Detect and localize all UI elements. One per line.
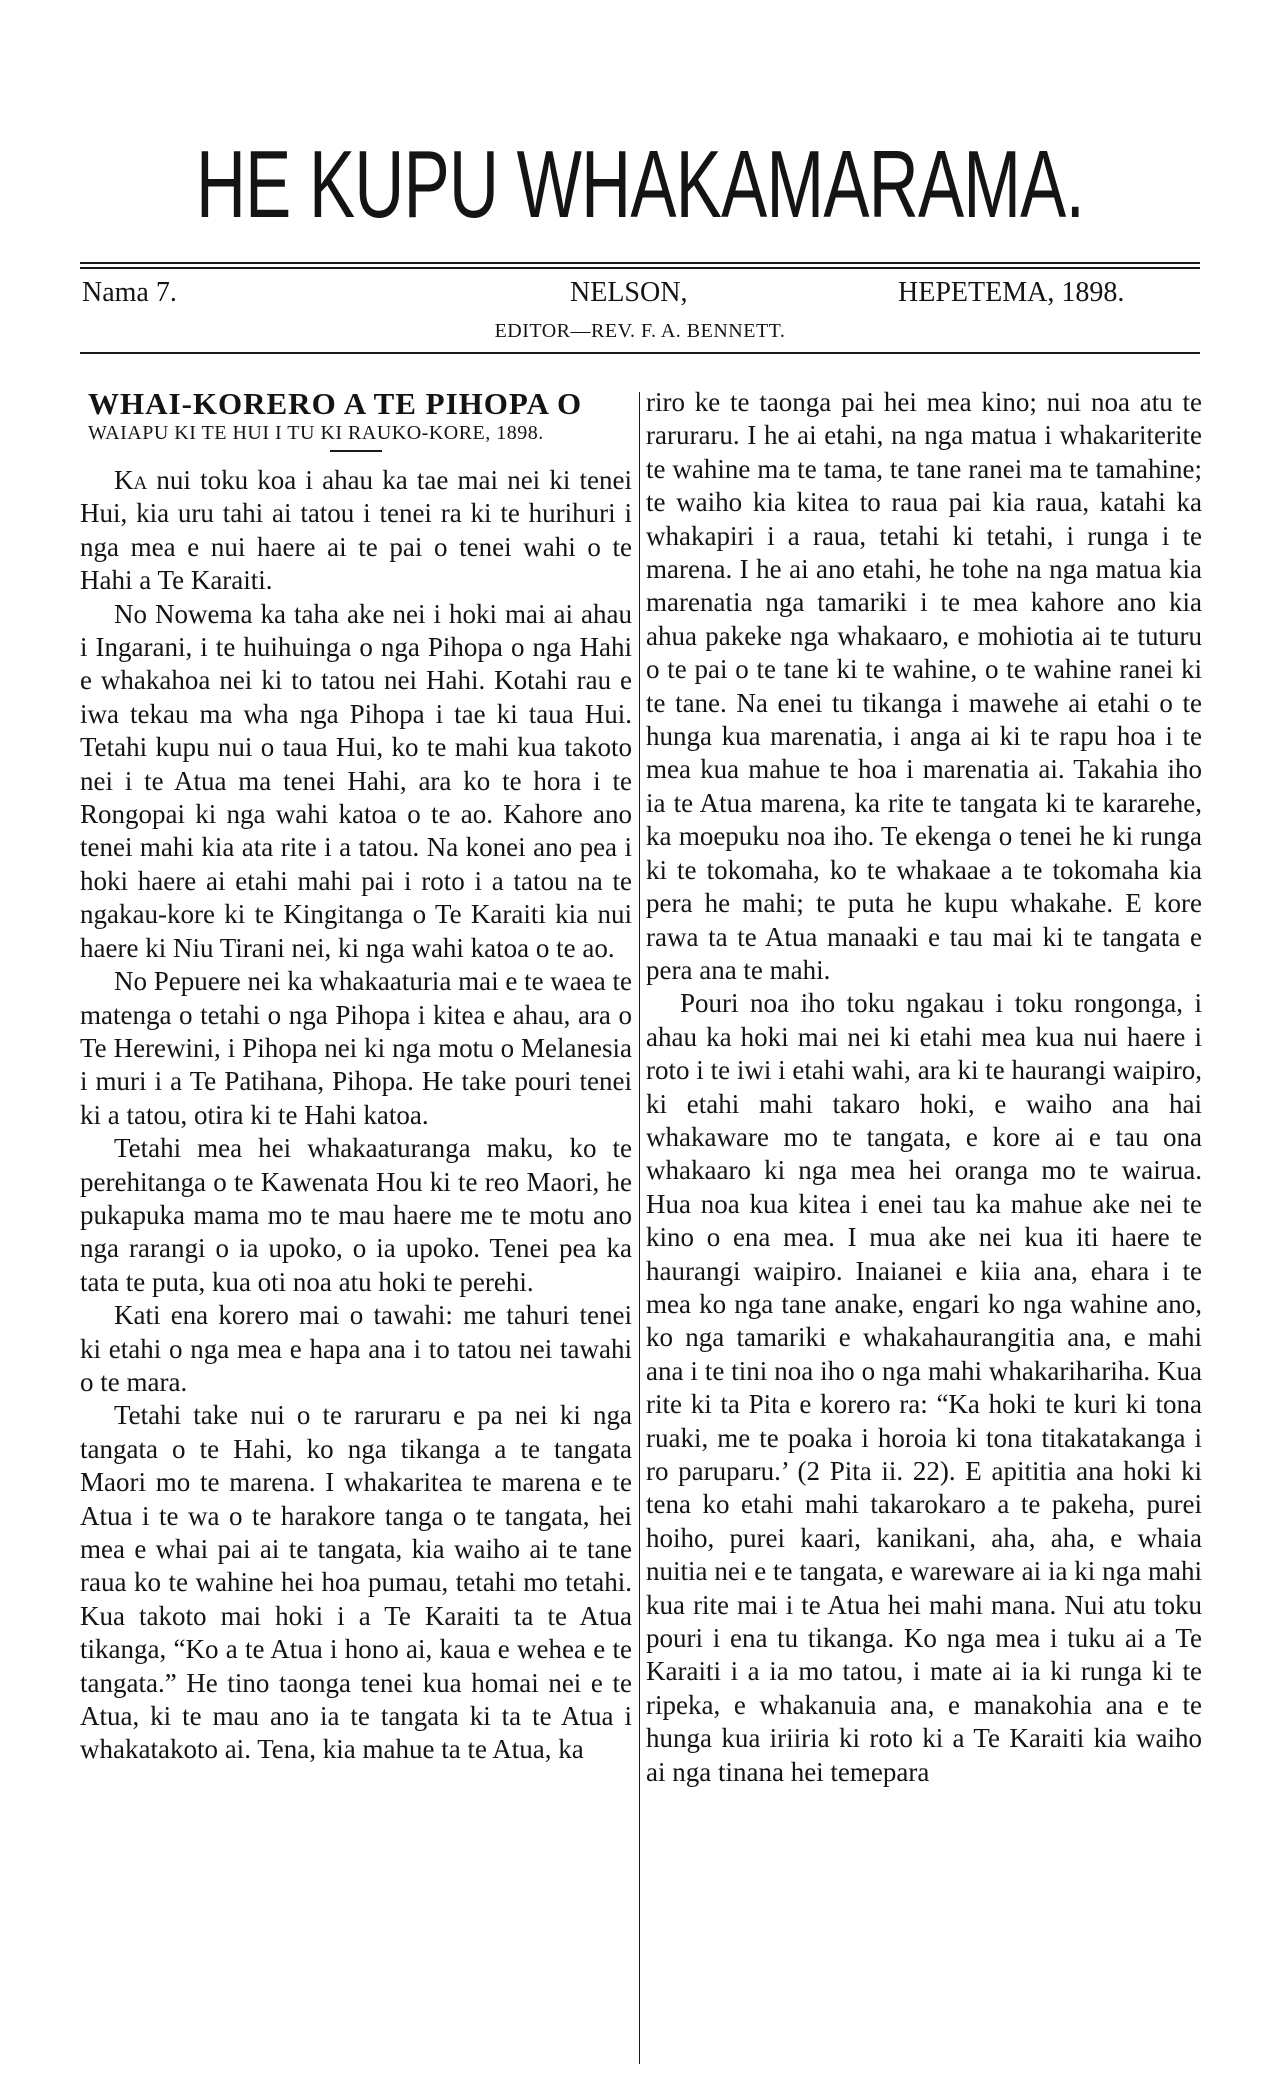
issue-place: NELSON,: [570, 277, 688, 308]
masthead-rule-top: [80, 262, 1200, 264]
paragraph: Tetahi take nui o te raruraru e pa nei ki nga tangata o te Hahi, ko nga tikanga a te tangata Maori mo te marena. I whakaritea te marena e te Atua i te wa o te harakore tanga o te tangata, hei mea e whai pai ai te tangata, kia waiho ai te tane raua ko te wahine hei hoa pumau, tetahi mo tetahi. Kua takoto mai hoki i a Te Karaiti ta te Atua tikanga, “Ko a te Atua i hono ai, kaua e wehea e te tangata.” He tino taonga tenei kua homai nei e te Atua, ki te mau ano ia te tangata ki ta te Atua i whakatakoto ai. Tena, kia mahue ta te Atua, ka: [80, 1400, 632, 1765]
paragraph: No Nowema ka taha ake nei i hoki mai ai ahau i Ingarani, i te huihuinga o nga Pihopa o nga Hahi e whakahoa nei ki to tatou nei Hahi. Kotahi rau e iwa tekau ma wha nga Pihopa i tae ki taua Hui. Tetahi kupu nui o taua Hui, ko te mahi kua takoto nei i te Atua ma tenei Hahi, ara ko te hora i te Rongopai ki nga wahi katoa o te ao. Kahore ano tenei mahi kia ata rite i a tatou. Na konei ano pea i hoki haere ai etahi mahi pai i roto i a tatou na te ngakau-kore ki te Kingitanga o Te Karaiti kia nui haere ki Niu Tirani nei, ki nga wahi katoa o te ao.: [80, 598, 632, 963]
column-divider: [639, 392, 640, 2064]
dropcap: Ka: [114, 465, 148, 495]
masthead-rule-bottom: [80, 267, 1200, 269]
article-subhead: WAIAPU KI TE HUI I TU KI RAUKO-KORE, 1898.: [88, 422, 544, 444]
paragraph: Pouri noa iho toku ngakau i toku rongonga, i ahau ka hoki mai nei ki etahi mea kua nui haere i roto i te iwi i etahi wahi, ara ki te haurangi waipiro, ki etahi mahi takaro hoki, e waiho ana hai whakaware mo te tangata, e kore ai e tau ona whakaaro ki nga mea hei oranga mo te wairua. Hua noa kua kitea i enei tau ka mahue ake nei te kino o ena mea. I mua ake nei kua iti haere te haurangi waipiro. Inaianei e kiia ana, ehara i te mea ko nga tane anake, engari ko nga wahine ano, ko nga tamariki e whakahaurangitia ana, e mahi ana i te tini noa iho o nga mahi whakarihariha. Kua rite ki ta Pita e korero ra: “Ka hoki te kuri ki tona ruaki, me te poaka i horoia ki tona titakatakanga i ro paruparu.’ (2 Pita ii. 22). E apititia ana hoki ki tena ko etahi mahi takarokaro a te pakeha, purei hoiho, purei kaari, kanikani, aha, aha, e whaia nuitia nei e te tangata, e wareware ai ia ki nga mahi kua rite mai i te Atua hei mahi mana. Nui atu toku pouri i ena tu tikanga. Ko nga mea i tuku ai a Te Karaiti i a ia mo tatou, i mate ai ia ki runga ki te ripeka, e whakanuia ana, e manakohia ana e te hunga kua iriiria ki roto ki a Te Karaiti kia waiho ai nga tinana hei temepara: [646, 988, 1202, 1787]
article-column-left: [80, 386, 632, 2066]
paragraph: No Pepuere nei ka whakaaturia mai e te waea te matenga o tetahi o nga Pihopa i kitea e ahau, ara o Te Herewini, i Pihopa nei ki nga motu o Melanesia i muri i a Te Patihana, Pihopa. He take pouri tenei ki a tatou, otira ki te Hahi katoa.: [80, 966, 632, 1130]
editor-line: EDITOR—REV. F. A. BENNETT.: [494, 320, 786, 342]
masthead-title: HE KUPU WHAKAMARAMA.: [195, 131, 1085, 238]
header-rule: [80, 352, 1200, 354]
paragraph: Kati ena korero mai o tawahi: me tahuri tenei ki etahi o nga mea e hapa ana i to tatou nei tawahi o te mara.: [80, 1300, 632, 1397]
article-column-right: [646, 386, 1202, 2066]
paragraph: Tetahi mea hei whakaaturanga maku, ko te perehitanga o te Kawenata Hou ki te reo Maori, he pukapuka mama mo te mau haere me te motu ano nga rarangi o ia upoko, o ia upoko. Tenei pea ka tata te puta, kua oti noa atu hoki te perehi.: [80, 1133, 632, 1297]
issue-date: HEPETEMA, 1898.: [898, 277, 1125, 308]
headline-divider: [330, 450, 382, 452]
issue-number: Nama 7.: [82, 277, 177, 308]
paragraph: riro ke te taonga pai hei mea kino; nui noa atu te raruraru. I he ai etahi, na nga matua i whakariterite te wahine ma te tama, te tane ranei ma te tamahine; te waiho kia kitea to raua pai kia raua, katahi ka whakapiri i a raua, tetahi ki tetahi, i runga i te marena. I he ai ano etahi, he tohe na nga matua kia marenatia nga tamariki i te mea kahore ano kia ahua pakeke nga whakaaro, e mohiotia ai te tuturu o te pai o te tane ki te wahine, o te wahine ranei ki te tane. Na enei tu tikanga i mawehe ai etahi o te hunga kua marenatia, i anga ai ki te rapu hoa i te mea kua mahue te hoa i marenatia ai. Takahia iho ia te Atua marena, ka rite te tangata ki te kararehe, ka moepuku noa iho. Te ekenga o tenei he ki runga ki te tokomaha, ko te whakaae a te tokomaha kia pera he mahi; te puta he kupu whakahe. E kore rawa ta te Atua manaaki e tau mai ki te tangata e pera ana te mahi.: [646, 387, 1202, 985]
paragraph: Ka nui toku koa i ahau ka tae mai nei ki tenei Hui, kia uru tahi ai tatou i tenei ra ki te hurihuri i nga mea e nui haere ai te pai o tenei wahi o te Hahi a Te Karaiti.: [80, 465, 632, 596]
article-headline: WHAI-KORERO A TE PIHOPA O: [88, 386, 583, 421]
